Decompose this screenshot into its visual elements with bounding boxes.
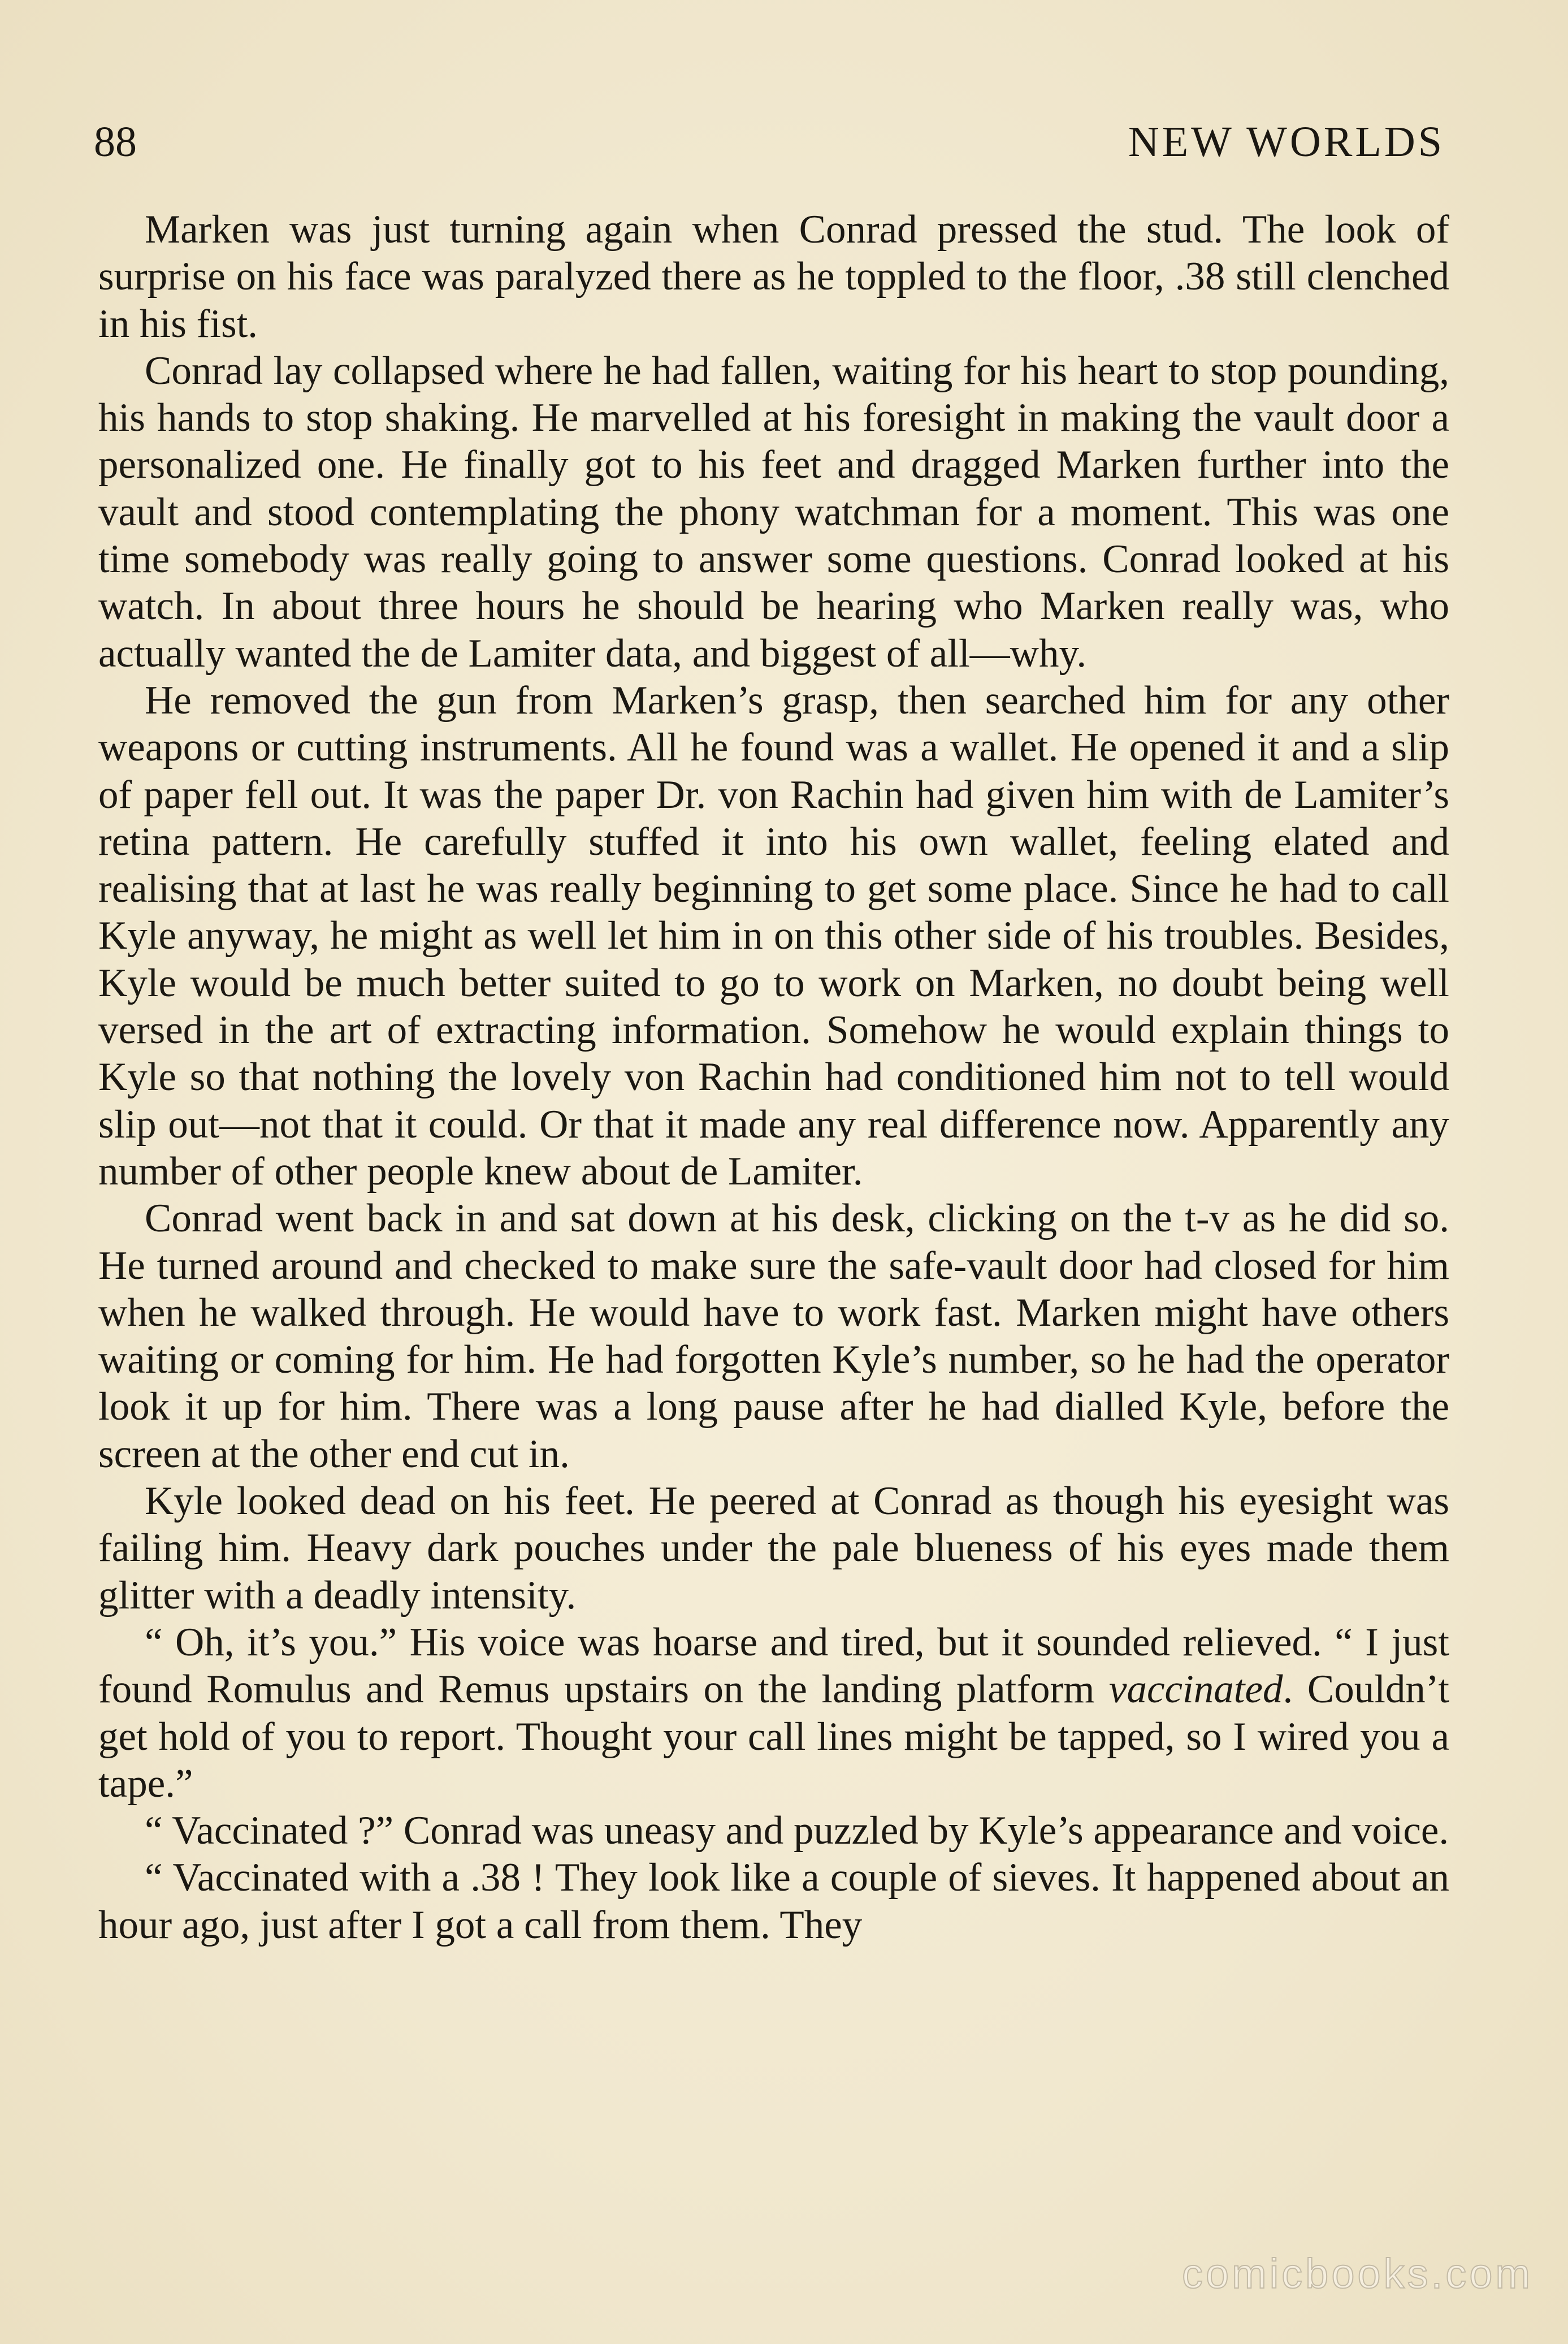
paragraph-text: . Couldn’t get hold of you to report. Thought your call lines might be tapped, so I wired you a tape.” [98,1667,1450,1806]
paragraph: Conrad lay collapsed where he had fallen, waiting for his heart to stop pounding, his hands to stop shaking. He marvelled at his foresight in making the vault door a personalized one. He finally got to his feet and dragged Marken further into the vault and stood contemplating the phony watchman for a moment. This was one time somebody was really going to answer some questions. Conrad looked at his watch. In about three hours he should be hearing who Marken really was, who actually wanted the de Lamiter data, and biggest of all—why. [98,348,1449,676]
page-number: 88 [94,118,137,166]
paragraph [98,1619,1449,1807]
paragraph-text: “ Oh, it’s you.” His voice was hoarse and tired, but it sounded relieved. “ I just found Romulus and Remus upstairs on the landing platform [98,1620,1449,1712]
paragraph: “ Vaccinated with a .38 ! They look like a couple of sieves. It happened about an hour ago, just after I got a call from them. They [98,1856,1449,1947]
paragraph: “ Vaccinated ?” Conrad was uneasy and puzzled by Kyle’s appearance and voice. [145,1809,1449,1853]
running-head: NEW WORLDS [1128,118,1445,166]
paragraph: Kyle looked dead on his feet. He peered at Conrad as though his eyesight was failing him. Heavy dark pouches under the pale blueness of his eyes made them glitter with a deadly intensity. [98,1479,1449,1618]
watermark: comicbooks.com [1181,2250,1533,2297]
paragraph: He removed the gun from Marken’s grasp, then searched him for any other weapons or cutting instruments. All he found was a wallet. He opened it and a slip of paper fell out. It was the paper Dr. von Rachin had given him with de Lamiter’s retina pattern. He carefully stuffed it into his own wallet, feeling elated and realising that at last he was really beginning to get some place. Since he had to call Kyle anyway, he might as well let him in on this other side of his troubles. Besides, Kyle would be much better suited to go to work on Marken, no doubt being well versed in the art of extracting information. Somehow he would explain things to Kyle so that nothing the lovely von Rachin had conditioned him not to tell would slip out—not that it could. Or that it made any real difference now. Apparently any number of other people knew about de Lamiter. [98,678,1449,1193]
emphasized-word: vaccinated [1109,1667,1283,1712]
page-header [94,111,1445,173]
paragraph: Conrad went back in and sat down at his desk, clicking on the t-v as he did so. He turned around and checked to make sure the safe-vault door had closed for him when he walked through. He would have to work fast. Marken might have others waiting or coming for him. He had forgotten Kyle’s number, so he had the operator look it up for him. There was a long pause after he had dialled Kyle, before the screen at the other end cut in. [98,1196,1449,1476]
body-text [98,206,1449,1949]
paragraph: Marken was just turning again when Conrad pressed the stud. The look of surprise on his face was paralyzed there as he toppled to the floor, .38 still clenched in his fist. [98,207,1449,346]
